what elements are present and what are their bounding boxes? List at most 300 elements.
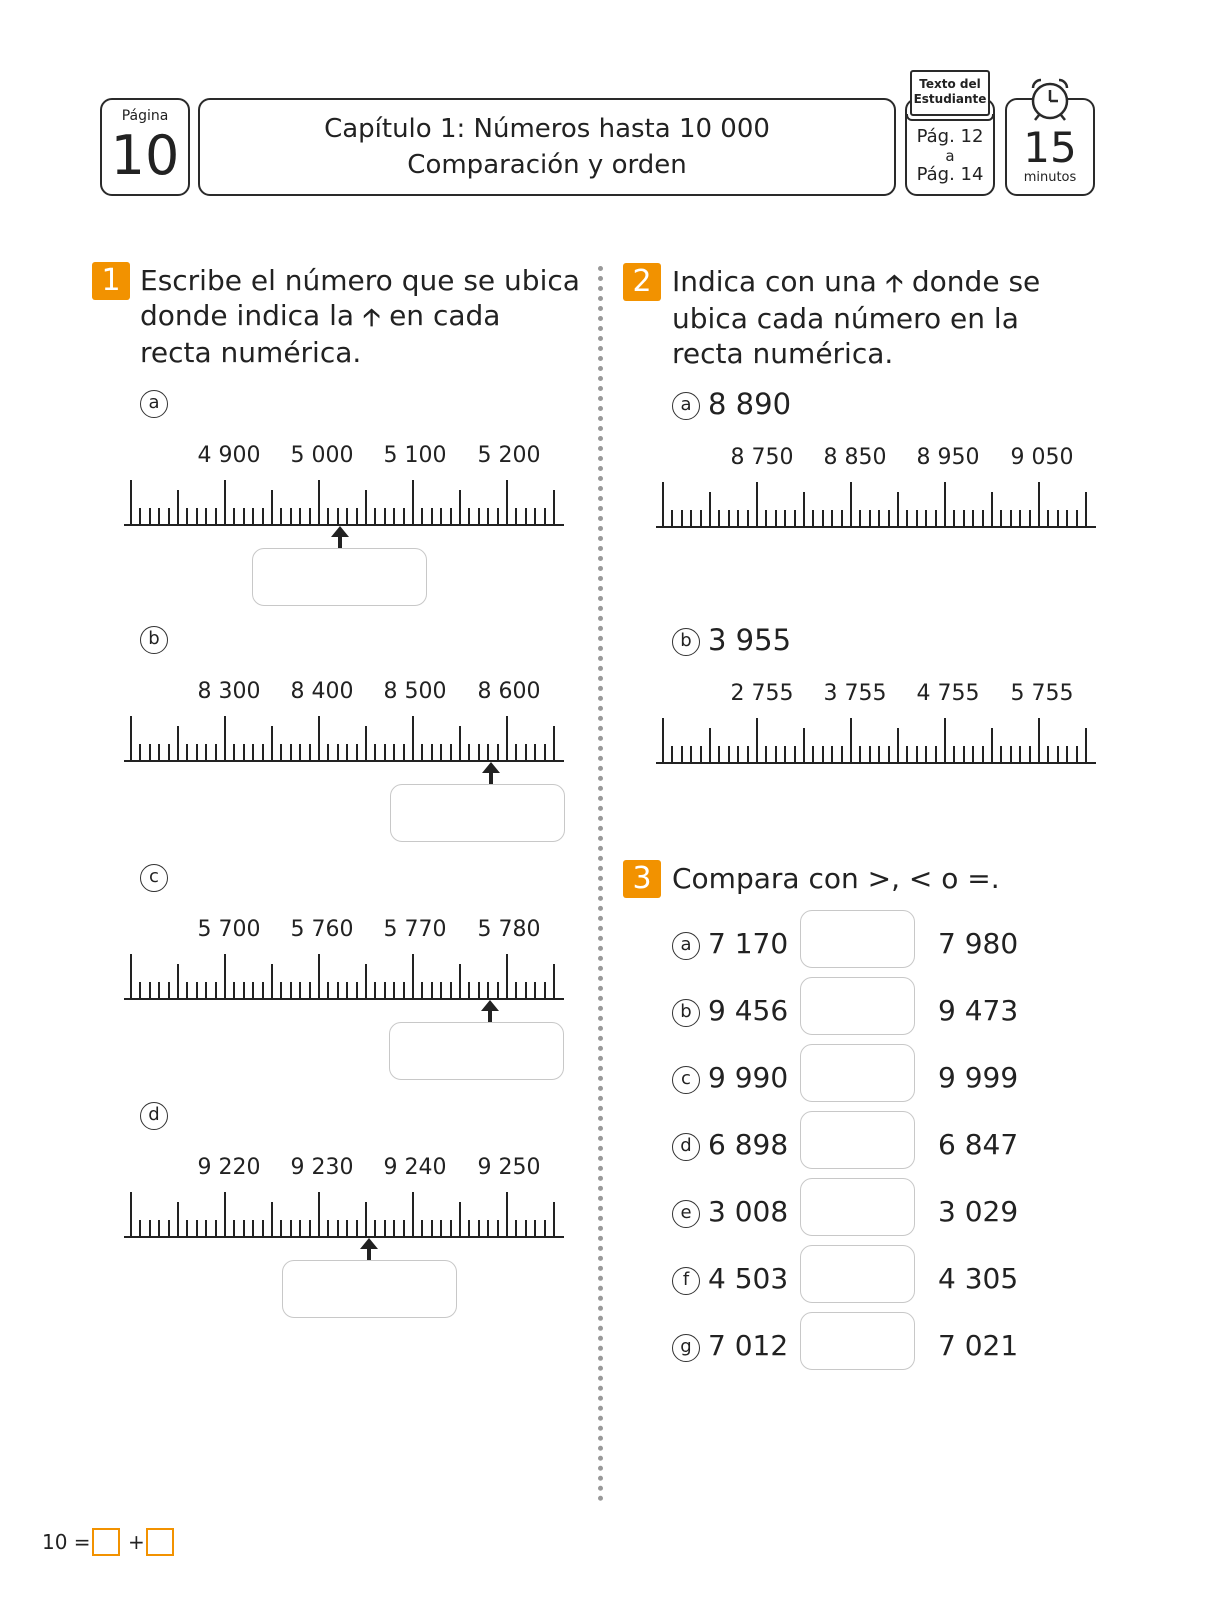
- pages-to: Pág. 14: [916, 164, 984, 185]
- tick-label: 5 755: [1010, 681, 1074, 706]
- tick-label: 2 755: [730, 681, 794, 706]
- question-2-text: [672, 264, 1040, 371]
- tick-label: 9 240: [383, 1155, 447, 1180]
- number-line-tick: [1066, 510, 1068, 528]
- number-line-tick: [775, 746, 777, 764]
- number-line-tick: [290, 982, 292, 1000]
- number-line-tick: [130, 954, 132, 1000]
- comparison-right: 4 305: [938, 1262, 1019, 1295]
- number-line-tick: [450, 982, 452, 1000]
- question-1-text: [140, 263, 580, 370]
- number-line-tick: [756, 718, 758, 764]
- number-line-tick: [468, 982, 470, 1000]
- number-line-tick: [421, 982, 423, 1000]
- number-line-tick: [158, 744, 160, 762]
- tick-label: 5 700: [197, 917, 261, 942]
- number-line-tick: [356, 744, 358, 762]
- number-line-tick: [196, 508, 198, 526]
- number-line-tick: [177, 964, 179, 1000]
- question-2-number: 2: [623, 263, 661, 301]
- comparison-answer-box[interactable]: [800, 1245, 915, 1303]
- number-line-tick: [177, 490, 179, 526]
- number-line-tick: [356, 982, 358, 1000]
- number-line-tick: [139, 1220, 141, 1238]
- comparison-right: 9 473: [938, 994, 1019, 1027]
- number-line-tick: [515, 744, 517, 762]
- number-line-tick: [252, 508, 254, 526]
- number-line-tick: [224, 1192, 226, 1238]
- number-line-tick: [953, 746, 955, 764]
- item-1c-letter: c: [140, 864, 168, 892]
- time-value: 15: [1023, 123, 1077, 172]
- number-line-tick: [756, 482, 758, 528]
- number-line-tick: [177, 726, 179, 762]
- number-line-tick: [243, 1220, 245, 1238]
- number-line-tick: [888, 510, 890, 528]
- number-line-tick: [775, 510, 777, 528]
- number-line-tick: [421, 744, 423, 762]
- number-line-tick: [403, 508, 405, 526]
- number-line-tick: [1047, 510, 1049, 528]
- number-line-tick: [888, 746, 890, 764]
- number-line-tick: [168, 508, 170, 526]
- tick-label: 8 950: [916, 445, 980, 470]
- number-line-tick: [252, 982, 254, 1000]
- number-line-tick: [553, 1202, 555, 1238]
- number-line-tick: [393, 982, 395, 1000]
- number-line-tick: [346, 1220, 348, 1238]
- number-line-tick: [935, 510, 937, 528]
- number-line-tick: [1019, 746, 1021, 764]
- number-line-tick: [431, 1220, 433, 1238]
- question-2-line3: recta numérica.: [672, 337, 894, 370]
- footer-answer-square[interactable]: [146, 1528, 174, 1556]
- number-line-tick: [403, 744, 405, 762]
- number-line-tick: [1038, 718, 1040, 764]
- number-line-tick: [356, 508, 358, 526]
- number-line-tick: [916, 746, 918, 764]
- question-2-line2: ubica cada número en la: [672, 302, 1019, 335]
- number-line-tick: [662, 482, 664, 528]
- number-line-tick: [271, 726, 273, 762]
- number-line-tick: [374, 744, 376, 762]
- number-line-tick: [525, 744, 527, 762]
- number-line-tick: [478, 744, 480, 762]
- number-line-tick: [671, 510, 673, 528]
- number-line-tick: [544, 1220, 546, 1238]
- number-line-tick: [812, 510, 814, 528]
- question-3-text: Compara con >, < o =.: [672, 862, 1000, 895]
- comparison-right: 9 999: [938, 1061, 1019, 1094]
- number-line-tick: [290, 1220, 292, 1238]
- tick-label: 5 200: [477, 443, 541, 468]
- number-line-tick: [544, 982, 546, 1000]
- number-line-tick: [525, 982, 527, 1000]
- number-line-tick: [262, 508, 264, 526]
- page-number: 10: [110, 124, 180, 187]
- answer-box-1c[interactable]: [389, 1022, 564, 1080]
- number-line: [124, 714, 564, 762]
- number-line-tick: [700, 510, 702, 528]
- footer-plus: +: [128, 1530, 145, 1554]
- comparison-right: 7 021: [938, 1329, 1019, 1362]
- number-line-tick: [506, 954, 508, 1000]
- number-line-tick: [309, 982, 311, 1000]
- number-line-tick: [497, 982, 499, 1000]
- pages-from: Pág. 12: [916, 126, 984, 147]
- number-line-tick: [487, 508, 489, 526]
- number-line-tick: [205, 744, 207, 762]
- number-line-tick: [991, 728, 993, 764]
- number-line-tick: [963, 746, 965, 764]
- number-line-tick: [553, 964, 555, 1000]
- number-line-tick: [186, 508, 188, 526]
- number-line-tick: [186, 982, 188, 1000]
- number-line-tick: [356, 1220, 358, 1238]
- number-line-tick: [205, 508, 207, 526]
- comparison-answer-box[interactable]: [800, 910, 915, 968]
- item-2b-value: 3 955: [708, 623, 792, 657]
- number-line-tick: [365, 1202, 367, 1238]
- number-line-tick: [299, 508, 301, 526]
- number-line-tick: [224, 480, 226, 526]
- number-line-tick: [384, 508, 386, 526]
- tick-label: 5 760: [290, 917, 354, 942]
- number-line-tick: [440, 508, 442, 526]
- item-letter: b: [672, 999, 700, 1027]
- number-line-tick: [421, 1220, 423, 1238]
- number-line-tick: [784, 746, 786, 764]
- up-arrow-icon: 🡡: [362, 303, 381, 331]
- tick-label: 5 100: [383, 443, 447, 468]
- number-line-tick: [869, 510, 871, 528]
- number-line-tick: [280, 744, 282, 762]
- number-line: [124, 952, 564, 1000]
- comparison-left: 7 012: [708, 1329, 789, 1362]
- number-line-tick: [271, 490, 273, 526]
- number-line-tick: [972, 510, 974, 528]
- number-line-tick: [365, 490, 367, 526]
- number-line-tick: [149, 1220, 151, 1238]
- number-line-tick: [709, 728, 711, 764]
- item-1b-letter: b: [140, 626, 168, 654]
- number-line-tick: [1010, 746, 1012, 764]
- number-line-tick: [878, 510, 880, 528]
- tick-label: 9 220: [197, 1155, 261, 1180]
- footer-answer-square[interactable]: [92, 1528, 120, 1556]
- question-1-number: 1: [92, 262, 130, 300]
- answer-box-1a[interactable]: [252, 548, 427, 606]
- number-line-tick: [737, 746, 739, 764]
- number-line-tick: [747, 746, 749, 764]
- number-line-tick: [1019, 510, 1021, 528]
- number-line-tick: [365, 726, 367, 762]
- number-line-tick: [318, 954, 320, 1000]
- number-line-tick: [412, 480, 414, 526]
- number-line-tick: [850, 482, 852, 528]
- number-line-tick: [765, 510, 767, 528]
- number-line-tick: [515, 508, 517, 526]
- tick-label: 4 900: [197, 443, 261, 468]
- number-line-tick: [765, 746, 767, 764]
- number-line-tick: [906, 510, 908, 528]
- item-letter: e: [672, 1200, 700, 1228]
- number-line-tick: [280, 982, 282, 1000]
- number-line-tick: [841, 746, 843, 764]
- number-line-tick: [309, 1220, 311, 1238]
- number-line-tick: [139, 982, 141, 1000]
- number-line-tick: [215, 1220, 217, 1238]
- question-1-line1: Escribe el número que se ubica: [140, 264, 580, 297]
- number-line-tick: [794, 510, 796, 528]
- book-label-line2: Estudiante: [913, 92, 987, 106]
- pages-separator: a: [945, 147, 955, 165]
- number-line-tick: [158, 508, 160, 526]
- item-2a-letter: a: [672, 392, 700, 420]
- number-line-tick: [690, 746, 692, 764]
- number-line-tick: [196, 982, 198, 1000]
- comparison-answer-box[interactable]: [800, 1044, 915, 1102]
- tick-label: 8 750: [730, 445, 794, 470]
- comparison-answer-box[interactable]: [800, 1111, 915, 1169]
- number-line-tick: [346, 508, 348, 526]
- number-line-tick: [262, 1220, 264, 1238]
- number-line-tick: [1076, 746, 1078, 764]
- number-line-tick: [139, 744, 141, 762]
- number-line-tick: [671, 746, 673, 764]
- comparison-answer-box[interactable]: [800, 1312, 915, 1370]
- number-line-tick: [963, 510, 965, 528]
- number-line-tick: [822, 510, 824, 528]
- column-divider: [598, 266, 603, 1502]
- number-line-tick: [205, 1220, 207, 1238]
- number-line-tick: [859, 510, 861, 528]
- number-line-tick: [252, 744, 254, 762]
- item-letter: f: [672, 1267, 700, 1295]
- number-line-tick: [421, 508, 423, 526]
- number-line-tick: [487, 982, 489, 1000]
- number-line-tick: [168, 744, 170, 762]
- number-line-tick: [337, 508, 339, 526]
- number-line-tick: [130, 1192, 132, 1238]
- item-letter: d: [672, 1133, 700, 1161]
- number-line-tick: [262, 744, 264, 762]
- number-line-tick: [196, 744, 198, 762]
- number-line-tick: [403, 982, 405, 1000]
- number-line-tick: [534, 1220, 536, 1238]
- number-line-tick: [478, 982, 480, 1000]
- number-line-tick: [431, 982, 433, 1000]
- comparison-answer-box[interactable]: [800, 977, 915, 1035]
- number-line-tick: [215, 508, 217, 526]
- number-line-tick: [497, 508, 499, 526]
- number-line-tick: [374, 508, 376, 526]
- number-line-tick: [440, 982, 442, 1000]
- number-line-tick: [327, 982, 329, 1000]
- number-line-tick: [186, 1220, 188, 1238]
- number-line-tick: [327, 744, 329, 762]
- number-line-tick: [822, 746, 824, 764]
- number-line-tick: [299, 744, 301, 762]
- number-line-tick: [506, 480, 508, 526]
- number-line-tick: [925, 746, 927, 764]
- number-line-tick: [831, 510, 833, 528]
- item-2b-letter: b: [672, 628, 700, 656]
- number-line-tick: [365, 964, 367, 1000]
- comparison-answer-box[interactable]: [800, 1178, 915, 1236]
- number-line-tick: [450, 1220, 452, 1238]
- number-line[interactable]: [656, 480, 1096, 528]
- number-line-tick: [459, 1202, 461, 1238]
- item-1a-letter: a: [140, 390, 168, 418]
- number-line-tick: [149, 744, 151, 762]
- number-line-tick: [130, 480, 132, 526]
- answer-box-1b[interactable]: [390, 784, 565, 842]
- number-line-tick: [478, 1220, 480, 1238]
- number-line-tick: [1029, 510, 1031, 528]
- number-line-tick: [384, 982, 386, 1000]
- answer-box-1d[interactable]: [282, 1260, 457, 1318]
- number-line-tick: [953, 510, 955, 528]
- number-line-tick: [812, 746, 814, 764]
- tick-label: 5 770: [383, 917, 447, 942]
- number-line-tick: [158, 982, 160, 1000]
- number-line-tick: [991, 492, 993, 528]
- number-line-tick: [497, 1220, 499, 1238]
- number-line-tick: [972, 746, 974, 764]
- number-line-tick: [1000, 746, 1002, 764]
- number-line-tick: [747, 510, 749, 528]
- number-line-tick: [459, 726, 461, 762]
- tick-label: 3 755: [823, 681, 887, 706]
- number-line-tick: [690, 510, 692, 528]
- time-unit: minutos: [1023, 170, 1077, 185]
- tick-label: 5 780: [477, 917, 541, 942]
- page-number-box: [100, 98, 190, 196]
- number-line-tick: [1057, 746, 1059, 764]
- comparison-right: 3 029: [938, 1195, 1019, 1228]
- number-line-tick: [459, 490, 461, 526]
- number-line-tick: [1076, 510, 1078, 528]
- number-line-tick: [280, 1220, 282, 1238]
- number-line-tick: [925, 510, 927, 528]
- tick-label: 8 850: [823, 445, 887, 470]
- number-line-tick: [534, 982, 536, 1000]
- number-line-tick: [534, 744, 536, 762]
- number-line-tick: [1029, 746, 1031, 764]
- number-line-tick: [299, 982, 301, 1000]
- number-line-tick: [553, 726, 555, 762]
- number-line-tick: [233, 508, 235, 526]
- number-line-tick: [784, 510, 786, 528]
- number-line-tick: [233, 1220, 235, 1238]
- number-line-tick: [1000, 510, 1002, 528]
- number-line-tick: [233, 982, 235, 1000]
- number-line-tick: [196, 1220, 198, 1238]
- number-line-tick: [878, 746, 880, 764]
- up-arrow-icon: 🡡: [885, 269, 903, 297]
- number-line-tick: [374, 982, 376, 1000]
- tick-label: 8 500: [383, 679, 447, 704]
- number-line-tick: [468, 508, 470, 526]
- number-line-tick: [869, 746, 871, 764]
- number-line-tick: [318, 716, 320, 762]
- number-line-tick: [544, 508, 546, 526]
- number-line-tick: [252, 1220, 254, 1238]
- question-2-line1: Indica con una 🡡 donde se: [672, 265, 1041, 298]
- number-line-tick: [393, 1220, 395, 1238]
- number-line-tick: [803, 492, 805, 528]
- number-line-tick: [944, 482, 946, 528]
- number-line-tick: [737, 510, 739, 528]
- number-line-tick: [478, 508, 480, 526]
- comparison-right: 7 980: [938, 927, 1019, 960]
- number-line-tick: [515, 982, 517, 1000]
- item-letter: c: [672, 1066, 700, 1094]
- number-line-tick: [309, 508, 311, 526]
- book-label-line1: Texto del: [919, 77, 981, 91]
- number-line-tick: [299, 1220, 301, 1238]
- number-line-tick: [431, 744, 433, 762]
- number-line-tick: [205, 982, 207, 1000]
- alarm-clock-icon: [1027, 76, 1073, 122]
- comparison-left: 6 898: [708, 1128, 789, 1161]
- number-line-tick: [506, 716, 508, 762]
- number-line-tick: [718, 510, 720, 528]
- number-line-tick: [130, 716, 132, 762]
- number-line-tick: [982, 746, 984, 764]
- number-line-tick: [487, 744, 489, 762]
- number-line-tick: [403, 1220, 405, 1238]
- question-3-number: 3: [623, 860, 661, 898]
- number-line-tick: [515, 1220, 517, 1238]
- number-line-tick: [412, 716, 414, 762]
- number-line-tick: [337, 982, 339, 1000]
- number-line-tick: [487, 1220, 489, 1238]
- chapter-subtitle: Comparación y orden: [407, 150, 687, 180]
- number-line-tick: [412, 1192, 414, 1238]
- item-1d-letter: d: [140, 1102, 168, 1130]
- number-line-tick: [794, 746, 796, 764]
- number-line-tick: [393, 744, 395, 762]
- number-line-tick: [468, 744, 470, 762]
- number-line-tick: [168, 1220, 170, 1238]
- question-1-line2: donde indica la 🡡 en cada: [140, 299, 501, 332]
- number-line-tick: [897, 728, 899, 764]
- number-line-tick: [431, 508, 433, 526]
- number-line-tick: [384, 744, 386, 762]
- number-line-tick: [534, 508, 536, 526]
- number-line-tick: [681, 510, 683, 528]
- number-line-tick: [139, 508, 141, 526]
- number-line-tick: [850, 718, 852, 764]
- number-line-tick: [346, 744, 348, 762]
- number-line-tick: [662, 718, 664, 764]
- comparison-left: 9 456: [708, 994, 789, 1027]
- number-line-tick: [553, 490, 555, 526]
- number-line-tick: [525, 1220, 527, 1238]
- number-line-tick: [374, 1220, 376, 1238]
- number-line-tick: [700, 746, 702, 764]
- number-line-tick: [243, 508, 245, 526]
- number-line-tick: [709, 492, 711, 528]
- number-line[interactable]: [656, 716, 1096, 764]
- number-line-tick: [243, 982, 245, 1000]
- number-line-tick: [393, 508, 395, 526]
- comparison-left: 7 170: [708, 927, 789, 960]
- number-line-tick: [290, 508, 292, 526]
- number-line-tick: [544, 744, 546, 762]
